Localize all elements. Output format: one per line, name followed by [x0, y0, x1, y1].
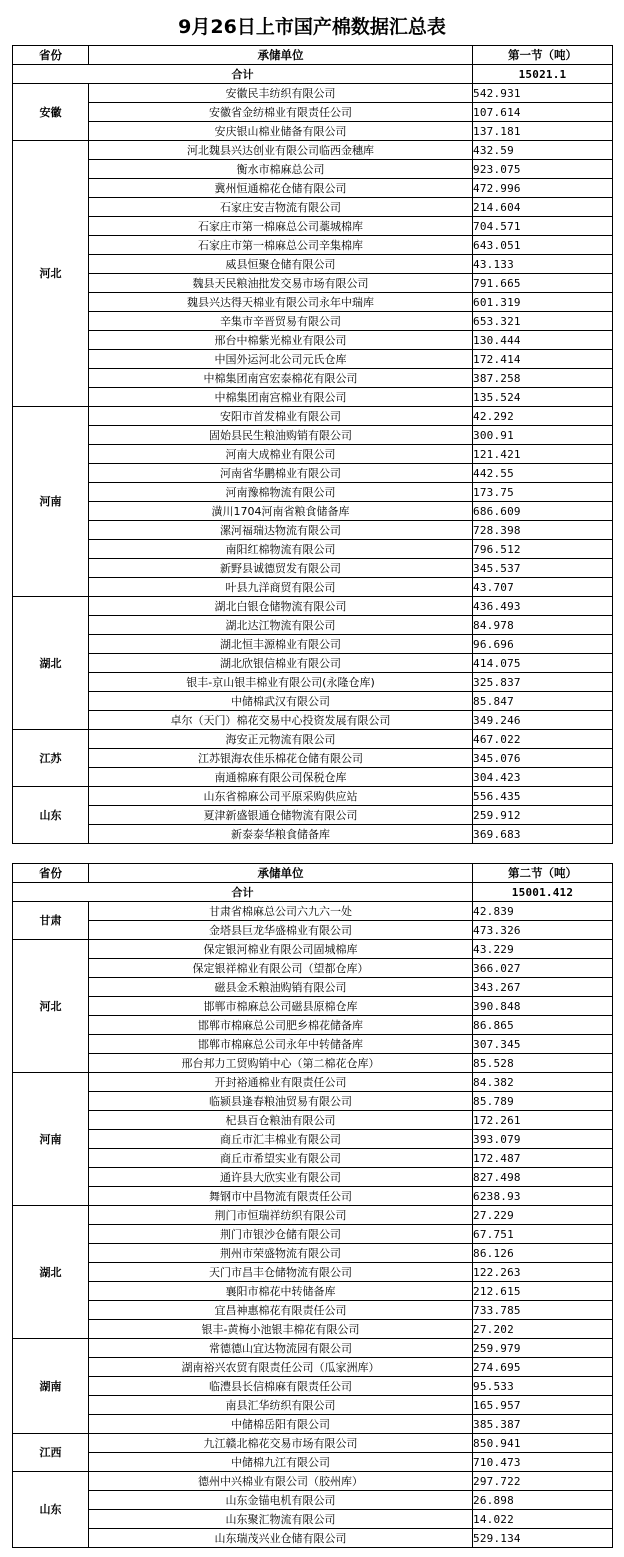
unit-cell: 夏津新盛银通仓储物流有限公司	[89, 806, 473, 825]
table-row	[13, 160, 613, 179]
quantity-cell: 172.261	[473, 1111, 613, 1130]
quantity-cell: 27.229	[473, 1206, 613, 1225]
table-row	[13, 1434, 613, 1453]
table-row	[13, 1301, 613, 1320]
quantity-cell: 130.444	[473, 331, 613, 350]
unit-cell: 威县恒聚仓储有限公司	[89, 255, 473, 274]
table-row	[13, 1377, 613, 1396]
province-cell: 安徽	[13, 84, 89, 141]
table-row	[13, 103, 613, 122]
table-row	[13, 597, 613, 616]
unit-cell: 宜昌神惠棉花有限责任公司	[89, 1301, 473, 1320]
quantity-cell: 122.263	[473, 1263, 613, 1282]
table-row	[13, 1510, 613, 1529]
province-cell: 江苏	[13, 730, 89, 787]
unit-cell: 叶县九洋商贸有限公司	[89, 578, 473, 597]
quantity-cell: 414.075	[473, 654, 613, 673]
unit-cell: 湖南裕兴农贸有限责任公司（瓜家洲库）	[89, 1358, 473, 1377]
unit-cell: 临颍县逢春粮油贸易有限公司	[89, 1092, 473, 1111]
unit-cell: 石家庄市第一棉麻总公司藁城棉库	[89, 217, 473, 236]
table-row	[13, 768, 613, 787]
table-row	[13, 521, 613, 540]
quantity-cell: 86.126	[473, 1244, 613, 1263]
unit-cell: 天门市昌丰仓储物流有限公司	[89, 1263, 473, 1282]
quantity-cell: 601.319	[473, 293, 613, 312]
province-cell: 江西	[13, 1434, 89, 1472]
quantity-cell: 686.609	[473, 502, 613, 521]
quantity-cell: 67.751	[473, 1225, 613, 1244]
unit-cell: 银丰-黄梅小池银丰棉花有限公司	[89, 1320, 473, 1339]
quantity-cell: 6238.93	[473, 1187, 613, 1206]
unit-cell: 潢川1704河南省粮食储备库	[89, 502, 473, 521]
unit-cell: 中储棉九江有限公司	[89, 1453, 473, 1472]
quantity-cell: 349.246	[473, 711, 613, 730]
quantity-cell: 387.258	[473, 369, 613, 388]
province-cell: 河南	[13, 407, 89, 597]
unit-cell: 新泰泰华粮食储备库	[89, 825, 473, 844]
table-row	[13, 84, 613, 103]
table-row	[13, 1491, 613, 1510]
unit-cell: 河南省华鹏棉业有限公司	[89, 464, 473, 483]
table-row	[13, 692, 613, 711]
quantity-cell: 14.022	[473, 1510, 613, 1529]
quantity-cell: 393.079	[473, 1130, 613, 1149]
unit-cell: 邯郸市棉麻总公司磁县原棉仓库	[89, 997, 473, 1016]
table-row	[13, 445, 613, 464]
unit-cell: 德州中兴棉业有限公司（胶州库）	[89, 1472, 473, 1491]
unit-cell: 河南大成棉业有限公司	[89, 445, 473, 464]
quantity-cell: 107.614	[473, 103, 613, 122]
unit-cell: 江苏银海农佳乐棉花仓储有限公司	[89, 749, 473, 768]
unit-cell: 安徽省金纺棉业有限责任公司	[89, 103, 473, 122]
table-row	[13, 806, 613, 825]
table-row	[13, 1358, 613, 1377]
quantity-cell: 42.839	[473, 902, 613, 921]
table-row	[13, 236, 613, 255]
quantity-cell: 710.473	[473, 1453, 613, 1472]
header-unit: 承储单位	[89, 46, 473, 65]
total-value: 15021.1	[473, 65, 613, 84]
quantity-cell: 26.898	[473, 1491, 613, 1510]
unit-cell: 衡水市棉麻总公司	[89, 160, 473, 179]
unit-cell: 开封裕通棉业有限责任公司	[89, 1073, 473, 1092]
table-row	[13, 1073, 613, 1092]
quantity-cell: 259.979	[473, 1339, 613, 1358]
page-title: 9月26日上市国产棉数据汇总表	[178, 16, 446, 38]
table-row	[13, 825, 613, 844]
unit-cell: 山东省棉麻公司平原采购供应站	[89, 787, 473, 806]
quantity-cell: 135.524	[473, 388, 613, 407]
unit-cell: 中国外运河北公司元氏仓库	[89, 350, 473, 369]
total-row	[13, 65, 613, 84]
unit-cell: 安徽民丰纺织有限公司	[89, 84, 473, 103]
quantity-cell: 212.615	[473, 1282, 613, 1301]
header-unit: 承储单位	[89, 864, 473, 883]
unit-cell: 保定银祥棉业有限公司（望都仓库）	[89, 959, 473, 978]
unit-cell: 南通棉麻有限公司保税仓库	[89, 768, 473, 787]
table-row	[13, 388, 613, 407]
unit-cell: 中棉集团南宫棉业有限公司	[89, 388, 473, 407]
unit-cell: 中棉集团南宫宏泰棉花有限公司	[89, 369, 473, 388]
quantity-cell: 307.345	[473, 1035, 613, 1054]
table-row	[13, 217, 613, 236]
unit-cell: 南阳红棉物流有限公司	[89, 540, 473, 559]
table-row	[13, 1111, 613, 1130]
unit-cell: 山东瑞茂兴业仓储有限公司	[89, 1529, 473, 1548]
table-row	[13, 464, 613, 483]
unit-cell: 银丰-京山银丰棉业有限公司(永隆仓库)	[89, 673, 473, 692]
table-row	[13, 940, 613, 959]
quantity-cell: 366.027	[473, 959, 613, 978]
table-row	[13, 369, 613, 388]
quantity-cell: 84.978	[473, 616, 613, 635]
quantity-cell: 95.533	[473, 1377, 613, 1396]
quantity-cell: 529.134	[473, 1529, 613, 1548]
table-row	[13, 902, 613, 921]
table-row	[13, 483, 613, 502]
table-row	[13, 730, 613, 749]
unit-cell: 魏县兴达得天棉业有限公司永年中瑞库	[89, 293, 473, 312]
quantity-cell: 467.022	[473, 730, 613, 749]
quantity-cell: 137.181	[473, 122, 613, 141]
quantity-cell: 442.55	[473, 464, 613, 483]
quantity-cell: 345.076	[473, 749, 613, 768]
quantity-cell: 704.571	[473, 217, 613, 236]
table-row	[13, 1282, 613, 1301]
quantity-cell: 297.722	[473, 1472, 613, 1491]
province-cell: 山东	[13, 787, 89, 844]
unit-cell: 临澧县长信棉麻有限责任公司	[89, 1377, 473, 1396]
unit-cell: 辛集市辛晋贸易有限公司	[89, 312, 473, 331]
table-row	[13, 312, 613, 331]
table-row	[13, 1263, 613, 1282]
header-province: 省份	[13, 864, 89, 883]
unit-cell: 石家庄安吉物流有限公司	[89, 198, 473, 217]
quantity-cell: 84.382	[473, 1073, 613, 1092]
province-cell: 河北	[13, 940, 89, 1073]
unit-cell: 卓尔（天门）棉花交易中心投资发展有限公司	[89, 711, 473, 730]
quantity-cell: 325.837	[473, 673, 613, 692]
province-cell: 湖北	[13, 597, 89, 730]
table-row	[13, 1149, 613, 1168]
table-row	[13, 1415, 613, 1434]
table-row	[13, 1206, 613, 1225]
table-row	[13, 350, 613, 369]
quantity-cell: 643.051	[473, 236, 613, 255]
unit-cell: 九江赣北棉花交易市场有限公司	[89, 1434, 473, 1453]
total-row	[13, 883, 613, 902]
unit-cell: 河南豫棉物流有限公司	[89, 483, 473, 502]
unit-cell: 杞县百仓粮油有限公司	[89, 1111, 473, 1130]
table-row	[13, 1225, 613, 1244]
table-row	[13, 1472, 613, 1491]
unit-cell: 湖北白银仓储物流有限公司	[89, 597, 473, 616]
quantity-cell: 86.865	[473, 1016, 613, 1035]
table-row	[13, 255, 613, 274]
table-row	[13, 635, 613, 654]
quantity-cell: 173.75	[473, 483, 613, 502]
table-row	[13, 274, 613, 293]
quantity-cell: 923.075	[473, 160, 613, 179]
quantity-cell: 728.398	[473, 521, 613, 540]
table-row	[13, 1054, 613, 1073]
table-row	[13, 578, 613, 597]
quantity-cell: 43.229	[473, 940, 613, 959]
unit-cell: 河北魏县兴达创业有限公司临西金穗库	[89, 141, 473, 160]
table-row	[13, 1130, 613, 1149]
quantity-cell: 343.267	[473, 978, 613, 997]
quantity-cell: 165.957	[473, 1396, 613, 1415]
header-quantity: 第一节（吨）	[473, 46, 613, 65]
unit-cell: 邯郸市棉麻总公司肥乡棉花储备库	[89, 1016, 473, 1035]
table-row	[13, 1187, 613, 1206]
table-row	[13, 1396, 613, 1415]
unit-cell: 商丘市希望实业有限公司	[89, 1149, 473, 1168]
quantity-cell: 733.785	[473, 1301, 613, 1320]
quantity-cell: 259.912	[473, 806, 613, 825]
unit-cell: 襄阳市棉花中转储备库	[89, 1282, 473, 1301]
province-cell: 河南	[13, 1073, 89, 1206]
quantity-cell: 274.695	[473, 1358, 613, 1377]
unit-cell: 固始县民生粮油购销有限公司	[89, 426, 473, 445]
quantity-cell: 85.789	[473, 1092, 613, 1111]
quantity-cell: 556.435	[473, 787, 613, 806]
table-row	[13, 1168, 613, 1187]
unit-cell: 山东聚汇物流有限公司	[89, 1510, 473, 1529]
unit-cell: 邢台中棉紫光棉业有限公司	[89, 331, 473, 350]
province-cell: 河北	[13, 141, 89, 407]
quantity-cell: 96.696	[473, 635, 613, 654]
table-row	[13, 559, 613, 578]
quantity-cell: 827.498	[473, 1168, 613, 1187]
quantity-cell: 27.202	[473, 1320, 613, 1339]
total-value: 15001.412	[473, 883, 613, 902]
quantity-cell: 369.683	[473, 825, 613, 844]
table-row	[13, 1035, 613, 1054]
quantity-cell: 172.487	[473, 1149, 613, 1168]
table-row	[13, 1453, 613, 1472]
unit-cell: 磁县金禾粮油购销有限公司	[89, 978, 473, 997]
unit-cell: 湖北达江物流有限公司	[89, 616, 473, 635]
unit-cell: 中储棉岳阳有限公司	[89, 1415, 473, 1434]
unit-cell: 安庆银山棉业储备有限公司	[89, 122, 473, 141]
quantity-cell: 432.59	[473, 141, 613, 160]
table-row	[13, 502, 613, 521]
quantity-cell: 304.423	[473, 768, 613, 787]
table-row	[13, 997, 613, 1016]
unit-cell: 保定银河棉业有限公司固城棉库	[89, 940, 473, 959]
quantity-cell: 85.847	[473, 692, 613, 711]
unit-cell: 商丘市汇丰棉业有限公司	[89, 1130, 473, 1149]
quantity-cell: 345.537	[473, 559, 613, 578]
unit-cell: 安阳市首发棉业有限公司	[89, 407, 473, 426]
unit-cell: 新野县诚德贸发有限公司	[89, 559, 473, 578]
table-row	[13, 426, 613, 445]
quantity-cell: 791.665	[473, 274, 613, 293]
unit-cell: 湖北欣银信棉业有限公司	[89, 654, 473, 673]
total-label: 合计	[13, 65, 473, 84]
table-row	[13, 1244, 613, 1263]
unit-cell: 中储棉武汉有限公司	[89, 692, 473, 711]
header-quantity: 第二节（吨）	[473, 864, 613, 883]
table-row	[13, 331, 613, 350]
unit-cell: 海安正元物流有限公司	[89, 730, 473, 749]
quantity-cell: 214.604	[473, 198, 613, 217]
quantity-cell: 172.414	[473, 350, 613, 369]
unit-cell: 漯河福瑞达物流有限公司	[89, 521, 473, 540]
quantity-cell: 385.387	[473, 1415, 613, 1434]
unit-cell: 荆门市银沙仓储有限公司	[89, 1225, 473, 1244]
unit-cell: 湖北恒丰源棉业有限公司	[89, 635, 473, 654]
table-row	[13, 673, 613, 692]
unit-cell: 金塔县巨龙华盛棉业有限公司	[89, 921, 473, 940]
quantity-cell: 85.528	[473, 1054, 613, 1073]
table-row	[13, 711, 613, 730]
table-row	[13, 141, 613, 160]
table-row	[13, 959, 613, 978]
total-label: 合计	[13, 883, 473, 902]
quantity-cell: 43.133	[473, 255, 613, 274]
unit-cell: 通许县大欣实业有限公司	[89, 1168, 473, 1187]
table-row	[13, 293, 613, 312]
unit-cell: 常德德山宜达物流园有限公司	[89, 1339, 473, 1358]
unit-cell: 荆门市恒瑞祥纺织有限公司	[89, 1206, 473, 1225]
quantity-cell: 42.292	[473, 407, 613, 426]
unit-cell: 邢台邦力工贸购销中心（第二棉花仓库）	[89, 1054, 473, 1073]
unit-cell: 魏县天民粮油批发交易市场有限公司	[89, 274, 473, 293]
quantity-cell: 796.512	[473, 540, 613, 559]
table-row	[13, 179, 613, 198]
table-row	[13, 787, 613, 806]
table-row	[13, 616, 613, 635]
province-cell: 湖南	[13, 1339, 89, 1434]
table-row	[13, 1016, 613, 1035]
table-row	[13, 978, 613, 997]
unit-cell: 石家庄市第一棉麻总公司辛集棉库	[89, 236, 473, 255]
quantity-cell: 653.321	[473, 312, 613, 331]
quantity-cell: 436.493	[473, 597, 613, 616]
unit-cell: 邯郸市棉麻总公司永年中转储备库	[89, 1035, 473, 1054]
table-row	[13, 1339, 613, 1358]
table-row	[13, 407, 613, 426]
province-cell: 湖北	[13, 1206, 89, 1339]
quantity-cell: 542.931	[473, 84, 613, 103]
table-row	[13, 1529, 613, 1548]
quantity-cell: 121.421	[473, 445, 613, 464]
quantity-cell: 43.707	[473, 578, 613, 597]
quantity-cell: 473.326	[473, 921, 613, 940]
table-row	[13, 921, 613, 940]
header-row	[13, 864, 613, 883]
quantity-cell: 472.996	[473, 179, 613, 198]
section-2-table	[12, 863, 613, 1548]
table-row	[13, 654, 613, 673]
unit-cell: 山东金锚电机有限公司	[89, 1491, 473, 1510]
province-cell: 山东	[13, 1472, 89, 1548]
table-row	[13, 198, 613, 217]
section-1-table	[12, 45, 613, 844]
quantity-cell: 390.848	[473, 997, 613, 1016]
unit-cell: 甘肃省棉麻总公司六九六一处	[89, 902, 473, 921]
table-row	[13, 1092, 613, 1111]
unit-cell: 冀州恒通棉花仓储有限公司	[89, 179, 473, 198]
header-province: 省份	[13, 46, 89, 65]
quantity-cell: 300.91	[473, 426, 613, 445]
quantity-cell: 850.941	[473, 1434, 613, 1453]
unit-cell: 舞钢市中昌物流有限责任公司	[89, 1187, 473, 1206]
table-row	[13, 122, 613, 141]
unit-cell: 荆州市荣盛物流有限公司	[89, 1244, 473, 1263]
unit-cell: 南县汇华纺织有限公司	[89, 1396, 473, 1415]
table-row	[13, 749, 613, 768]
table-row	[13, 1320, 613, 1339]
header-row	[13, 46, 613, 65]
province-cell: 甘肃	[13, 902, 89, 940]
table-row	[13, 540, 613, 559]
